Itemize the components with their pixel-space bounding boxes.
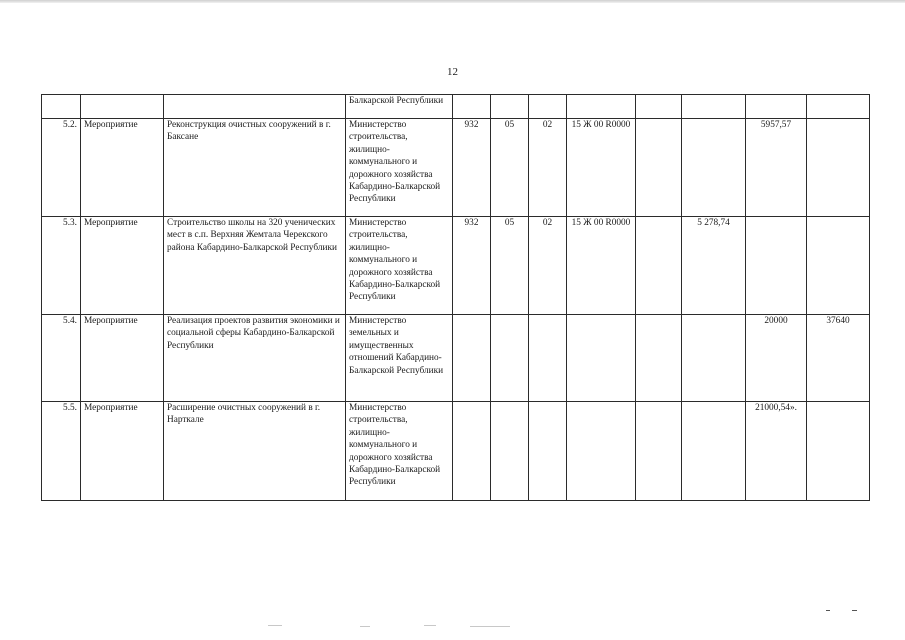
row-type (81, 95, 164, 119)
row-organization: Министерство строительства, жилищно-коммунального и дорожного хозяйства Кабардино-Балкарской Республики (346, 119, 453, 217)
row-code-section: 05 (491, 217, 529, 315)
scan-speck (470, 626, 510, 627)
scan-speck (826, 610, 830, 611)
row-value-2: 5957,57 (746, 119, 807, 217)
row-value-1 (682, 95, 746, 119)
top-scan-rule (0, 0, 905, 3)
row-name: Строительство школы на 320 ученических мест в с.п. Верхняя Жемтала Черекского района Кабардино-Балкарской Республики (164, 217, 346, 315)
scan-speck (360, 626, 370, 627)
row-code-type (636, 217, 682, 315)
row-organization: Министерство земельных и имущественных отношений Кабардино-Балкарской Республики (346, 315, 453, 402)
row-code-grbs (453, 95, 491, 119)
row-code-type (636, 315, 682, 402)
table-row (42, 402, 870, 501)
row-code-target: 15 Ж 00 R0000 (567, 119, 636, 217)
row-number: 5.3. (42, 217, 81, 315)
row-name: Реализация проектов развития экономики и социальной сферы Кабардино-Балкарской Республики (164, 315, 346, 402)
row-value-2: 20000 (746, 315, 807, 402)
row-value-2 (746, 217, 807, 315)
row-code-type (636, 402, 682, 501)
table-row (42, 95, 870, 119)
row-code-section (491, 95, 529, 119)
scan-speck (424, 625, 436, 626)
row-code-section (491, 315, 529, 402)
row-name (164, 95, 346, 119)
row-number (42, 95, 81, 119)
row-type: Мероприятие (81, 217, 164, 315)
row-value-1 (682, 402, 746, 501)
row-type: Мероприятие (81, 315, 164, 402)
row-code-subsection (529, 95, 567, 119)
row-value-3: 37640 (807, 315, 870, 402)
row-code-target (567, 315, 636, 402)
row-code-subsection: 02 (529, 217, 567, 315)
budget-table (41, 94, 870, 501)
row-value-2 (746, 95, 807, 119)
row-value-1: 5 278,74 (682, 217, 746, 315)
row-organization: Министерство строительства, жилищно-коммунального и дорожного хозяйства Кабардино-Балкарской Республики (346, 402, 453, 501)
page-number: 12 (447, 66, 458, 78)
row-code-subsection (529, 315, 567, 402)
row-value-3 (807, 402, 870, 501)
row-code-subsection: 02 (529, 119, 567, 217)
row-value-3 (807, 217, 870, 315)
row-code-subsection (529, 402, 567, 501)
row-code-grbs (453, 402, 491, 501)
row-type: Мероприятие (81, 119, 164, 217)
row-name: Расширение очистных сооружений в г. Нарткале (164, 402, 346, 501)
row-organization: Министерство строительства, жилищно-коммунального и дорожного хозяйства Кабардино-Балкарской Республики (346, 217, 453, 315)
row-number: 5.2. (42, 119, 81, 217)
row-value-2: 21000,54». (746, 402, 807, 501)
row-number: 5.5. (42, 402, 81, 501)
row-code-grbs: 932 (453, 119, 491, 217)
row-number: 5.4. (42, 315, 81, 402)
row-code-type (636, 95, 682, 119)
table-row (42, 217, 870, 315)
scan-artifacts (0, 616, 905, 640)
table-row (42, 315, 870, 402)
row-code-target: 15 Ж 00 R0000 (567, 217, 636, 315)
row-code-grbs: 932 (453, 217, 491, 315)
row-value-1 (682, 315, 746, 402)
row-value-1 (682, 119, 746, 217)
row-code-target (567, 95, 636, 119)
row-code-type (636, 119, 682, 217)
scan-speck (852, 610, 857, 611)
row-value-3 (807, 119, 870, 217)
row-value-3 (807, 95, 870, 119)
table-row (42, 119, 870, 217)
scan-speck (268, 625, 282, 626)
row-code-grbs (453, 315, 491, 402)
row-organization: Балкарской Республики (346, 95, 453, 119)
row-type: Мероприятие (81, 402, 164, 501)
row-code-target (567, 402, 636, 501)
row-code-section: 05 (491, 119, 529, 217)
row-code-section (491, 402, 529, 501)
row-name: Реконструкция очистных сооружений в г. Баксане (164, 119, 346, 217)
